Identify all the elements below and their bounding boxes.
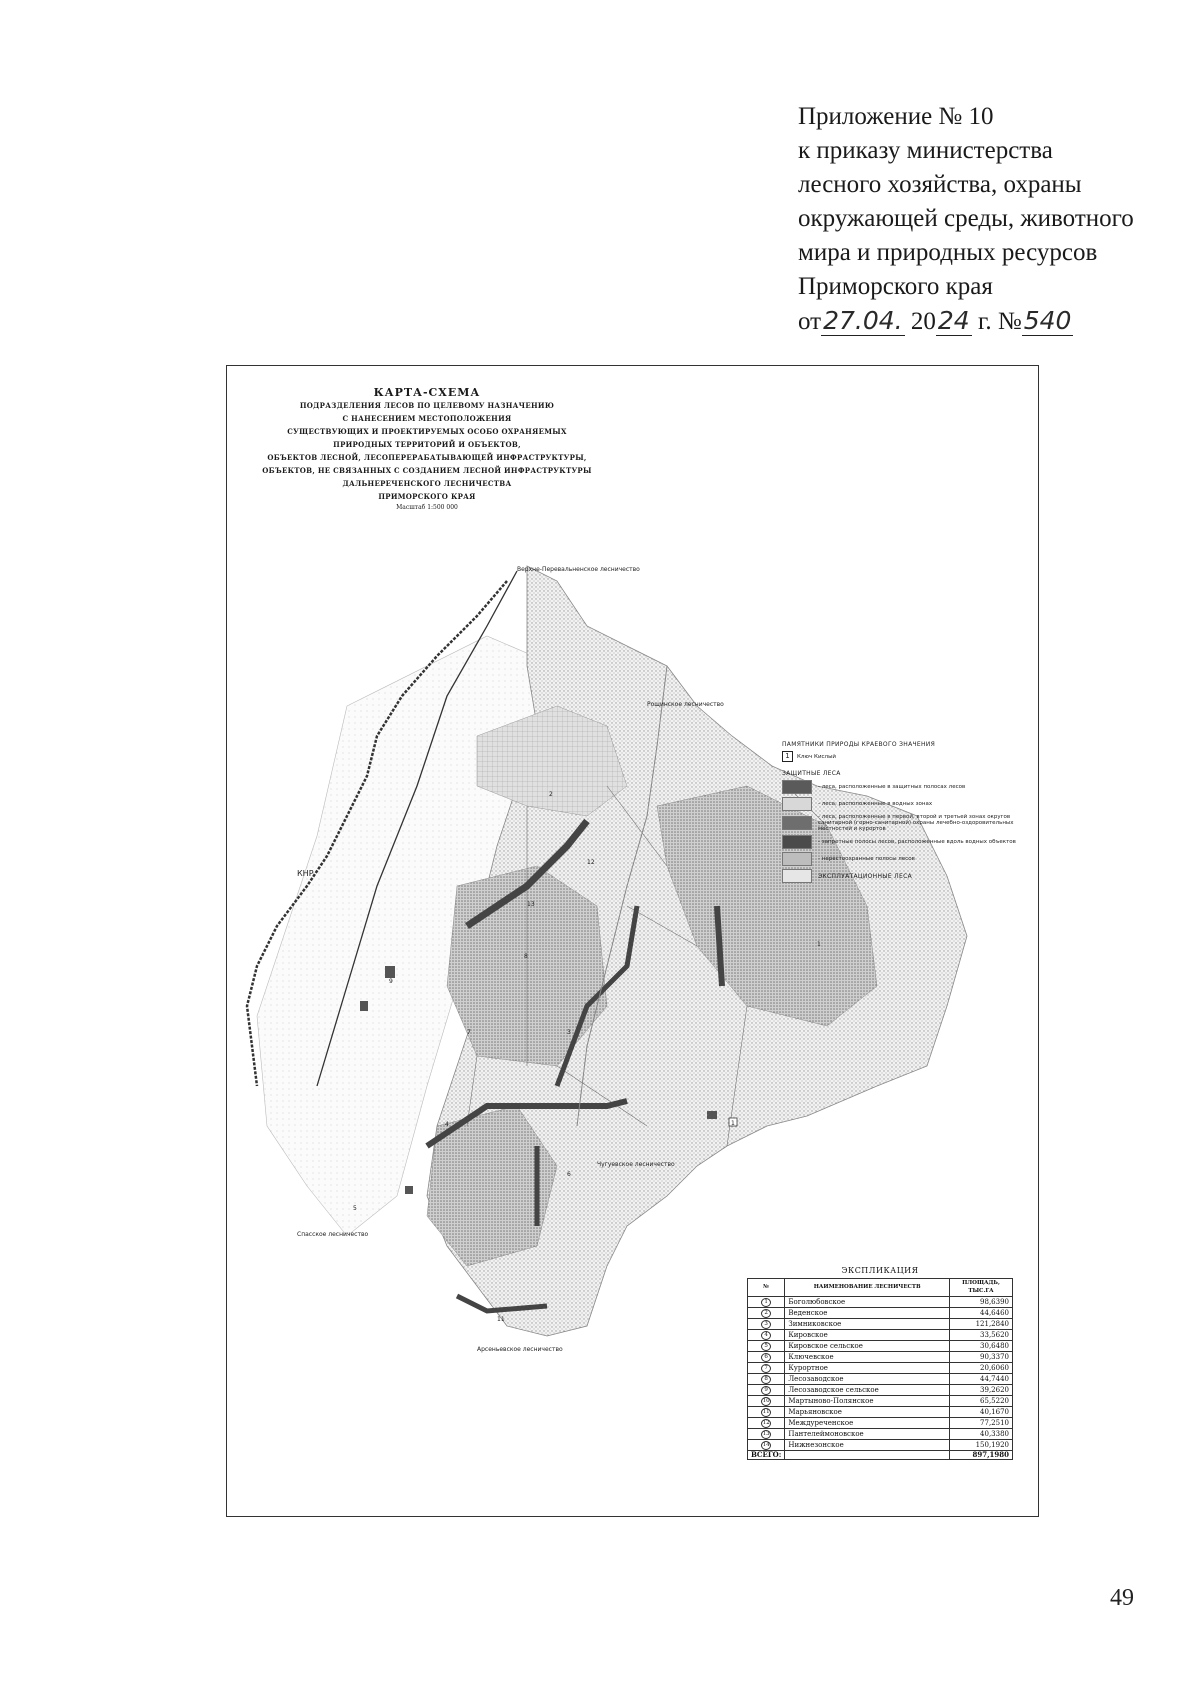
region-number-11: 11 <box>497 1316 505 1323</box>
settlement <box>360 1001 368 1011</box>
appendix-line: мира и природных ресурсов <box>798 239 1098 266</box>
legend-swatch <box>782 816 812 830</box>
handwritten-order-number: 540 <box>1023 306 1072 335</box>
row-area: 65,5220 <box>950 1395 1013 1406</box>
legend-swatch <box>782 869 812 883</box>
column-header: ПЛОЩАДЬ, ТЫС.ГА <box>950 1279 1013 1297</box>
total-label: ВСЕГО: <box>748 1450 785 1459</box>
map-title-line: СУЩЕСТВУЮЩИХ И ПРОЕКТИРУЕМЫХ ОСОБО ОХРАНЯЕМЫХ <box>287 427 567 436</box>
row-name: Кировское сельское <box>785 1340 950 1351</box>
map-title-line: ОБЪЕКТОВ, НЕ СВЯЗАННЫХ С СОЗДАНИЕМ ЛЕСНОЙ ИНФРАСТРУКТУРЫ <box>262 466 592 475</box>
row-area: 90,3370 <box>950 1351 1013 1362</box>
region-number-6: 6 <box>567 1171 571 1178</box>
row-name: Курортное <box>785 1362 950 1373</box>
monument-number: 1 <box>731 1120 735 1127</box>
map-frame <box>226 365 1039 1517</box>
legend-swatch <box>782 852 812 866</box>
row-name: Междуреченское <box>785 1417 950 1428</box>
legend-item-label: - нерестоохранные полосы лесов <box>818 856 915 862</box>
row-name: Зимниковское <box>785 1318 950 1329</box>
legend-item-label: - леса, расположенные в защитных полосах лесов <box>818 784 966 790</box>
region-number-5: 5 <box>353 1205 357 1212</box>
total-spacer <box>785 1450 950 1459</box>
legend-monument-label: Ключ Кислый <box>797 753 836 760</box>
explication-caption: ЭКСПЛИКАЦИЯ <box>841 1266 919 1275</box>
settlement <box>707 1111 717 1119</box>
region-number-4: 4 <box>445 1121 449 1128</box>
row-name: Лесозаводское сельское <box>785 1384 950 1395</box>
row-number: 10 <box>748 1395 785 1406</box>
row-area: 40,1670 <box>950 1406 1013 1417</box>
row-name: Кировское <box>785 1329 950 1340</box>
explication-table <box>747 1266 1013 1460</box>
region-number-2: 2 <box>549 791 553 798</box>
legend-item <box>782 852 1032 866</box>
row-number: 1 <box>748 1296 785 1307</box>
row-name: Нижнезонское <box>785 1439 950 1450</box>
map-title-main: КАРТА-СХЕМА <box>373 386 481 399</box>
handwritten-year: 24 <box>937 306 970 335</box>
row-area: 77,2510 <box>950 1417 1013 1428</box>
total-row <box>748 1450 1013 1459</box>
map-title-line: С НАНЕСЕНИЕМ МЕСТОПОЛОЖЕНИЯ <box>342 414 512 423</box>
table-row <box>748 1307 1013 1318</box>
explication-body <box>748 1296 1013 1450</box>
row-area: 98,6390 <box>950 1296 1013 1307</box>
appendix-line: лесного хозяйства, охраны <box>798 171 1082 198</box>
region-number-8: 8 <box>524 953 528 960</box>
region-number-12: 12 <box>587 859 595 866</box>
legend-monuments-header: ПАМЯТНИКИ ПРИРОДЫ КРАЕВОГО ЗНАЧЕНИЯ <box>782 741 936 748</box>
row-area: 121,2840 <box>950 1318 1013 1329</box>
year-suffix: г. № <box>977 308 1022 335</box>
legend-swatch <box>782 797 812 811</box>
row-area: 150,1920 <box>950 1439 1013 1450</box>
legend-item-label: - запретные полосы лесов, расположенные вдоль водных объектов <box>818 839 1016 845</box>
legend-item <box>782 797 1032 811</box>
column-header: № <box>748 1279 785 1297</box>
table-row <box>748 1428 1013 1439</box>
row-name: Лесозаводское <box>785 1373 950 1384</box>
neighbor-bottom: Арсеньевское лесничество <box>477 1346 563 1353</box>
table-row <box>748 1417 1013 1428</box>
table-row <box>748 1384 1013 1395</box>
table-row <box>748 1329 1013 1340</box>
region-number-9: 9 <box>389 978 393 985</box>
map-title-line: ПОДРАЗДЕЛЕНИЯ ЛЕСОВ ПО ЦЕЛЕВОМУ НАЗНАЧЕНИЮ <box>299 401 555 410</box>
appendix-line: окружающей среды, животного <box>798 205 1134 232</box>
row-area: 30,6480 <box>950 1340 1013 1351</box>
row-name: Веденское <box>785 1307 950 1318</box>
row-name: Ключевское <box>785 1351 950 1362</box>
row-name: Марьяновское <box>785 1406 950 1417</box>
legend-swatch <box>782 780 812 794</box>
legend-item <box>782 780 1032 794</box>
legend-item <box>782 814 1032 832</box>
appendix-line: к приказу министерства <box>798 137 1053 164</box>
page-number: 49 <box>1110 1585 1134 1611</box>
legend-item-label: - леса, расположенные в первой, второй и третьей зонах округов санитарной (горно-санитарной) охраны лечебно-оздоровительных местностей и курортов <box>818 814 1014 832</box>
map-scale: Масштаб 1:500 000 <box>396 504 458 511</box>
explication-grid <box>747 1278 1013 1460</box>
row-number: 4 <box>748 1329 785 1340</box>
table-row <box>748 1340 1013 1351</box>
settlement <box>385 966 395 978</box>
map-legend <box>782 738 1032 886</box>
row-number: 9 <box>748 1384 785 1395</box>
year-prefix: 20 <box>910 308 936 335</box>
row-area: 20,6060 <box>950 1362 1013 1373</box>
legend-item <box>782 835 1032 849</box>
row-area: 44,7440 <box>950 1373 1013 1384</box>
row-area: 40,3380 <box>950 1428 1013 1439</box>
table-row <box>748 1318 1013 1329</box>
column-header: НАИМЕНОВАНИЕ ЛЕСНИЧЕСТВ <box>785 1279 950 1297</box>
map-title-line: ОБЪЕКТОВ ЛЕСНОЙ, ЛЕСОПЕРЕРАБАТЫВАЮЩЕЙ ИНФРАСТРУКТУРЫ, <box>267 453 587 462</box>
table-row <box>748 1362 1013 1373</box>
row-area: 33,5620 <box>950 1329 1013 1340</box>
appendix-note <box>798 100 1158 339</box>
row-number: 2 <box>748 1307 785 1318</box>
row-number: 6 <box>748 1351 785 1362</box>
table-row <box>748 1406 1013 1417</box>
total-area: 897,1980 <box>950 1450 1013 1459</box>
row-number: 8 <box>748 1373 785 1384</box>
appendix-date-line <box>798 304 1158 339</box>
country-label: КНР <box>297 869 314 878</box>
map-title-line: ПРИРОДНЫХ ТЕРРИТОРИЙ И ОБЪЕКТОВ, <box>333 440 521 449</box>
appendix-title: Приложение № 10 <box>798 103 994 130</box>
table-row <box>748 1296 1013 1307</box>
table-row <box>748 1439 1013 1450</box>
table-row <box>748 1373 1013 1384</box>
region-number-1: 1 <box>817 941 821 948</box>
neighbor-bottom-right: Чугуевское лесничество <box>597 1161 675 1168</box>
map-title-line: ДАЛЬНЕРЕЧЕНСКОГО ЛЕСНИЧЕСТВА <box>342 479 512 488</box>
date-prefix: от <box>798 308 822 335</box>
legend-exploitation-header: ЭКСПЛУАТАЦИОННЫЕ ЛЕСА <box>818 872 912 880</box>
row-area: 39,2620 <box>950 1384 1013 1395</box>
neighbor-top: Верхне-Перевальненское лесничество <box>517 566 640 573</box>
row-name: Пантелеймоновское <box>785 1428 950 1439</box>
map-title <box>257 386 597 513</box>
row-number: 11 <box>748 1406 785 1417</box>
table-row <box>748 1351 1013 1362</box>
table-row <box>748 1395 1013 1406</box>
region-number-3: 3 <box>567 1029 571 1036</box>
row-area: 44,6460 <box>950 1307 1013 1318</box>
handwritten-date: 27.04. <box>823 306 903 335</box>
map-title-line: ПРИМОРСКОГО КРАЯ <box>378 492 476 501</box>
legend-item-label: - леса, расположенные в водных зонах <box>818 801 933 807</box>
row-number: 7 <box>748 1362 785 1373</box>
row-number: 14 <box>748 1439 785 1450</box>
region-number-13: 13 <box>527 901 535 908</box>
row-name: Боголюбовское <box>785 1296 950 1307</box>
neighbor-bottom-left: Спасское лесничество <box>297 1231 369 1238</box>
legend-swatch <box>782 835 812 849</box>
legend-protective-header: ЗАЩИТНЫЕ ЛЕСА <box>782 770 841 777</box>
row-number: 5 <box>748 1340 785 1351</box>
monument-icon: 1 <box>782 751 793 762</box>
legend-monument-item <box>782 751 1032 762</box>
row-name: Мартыново-Полянское <box>785 1395 950 1406</box>
row-number: 13 <box>748 1428 785 1439</box>
legend-item <box>782 869 1032 883</box>
row-number: 12 <box>748 1417 785 1428</box>
row-number: 3 <box>748 1318 785 1329</box>
neighbor-right: Рощинское лесничество <box>647 701 724 708</box>
appendix-line: Приморского края <box>798 273 993 300</box>
region-number-7: 7 <box>467 1029 471 1036</box>
settlement <box>405 1186 413 1194</box>
